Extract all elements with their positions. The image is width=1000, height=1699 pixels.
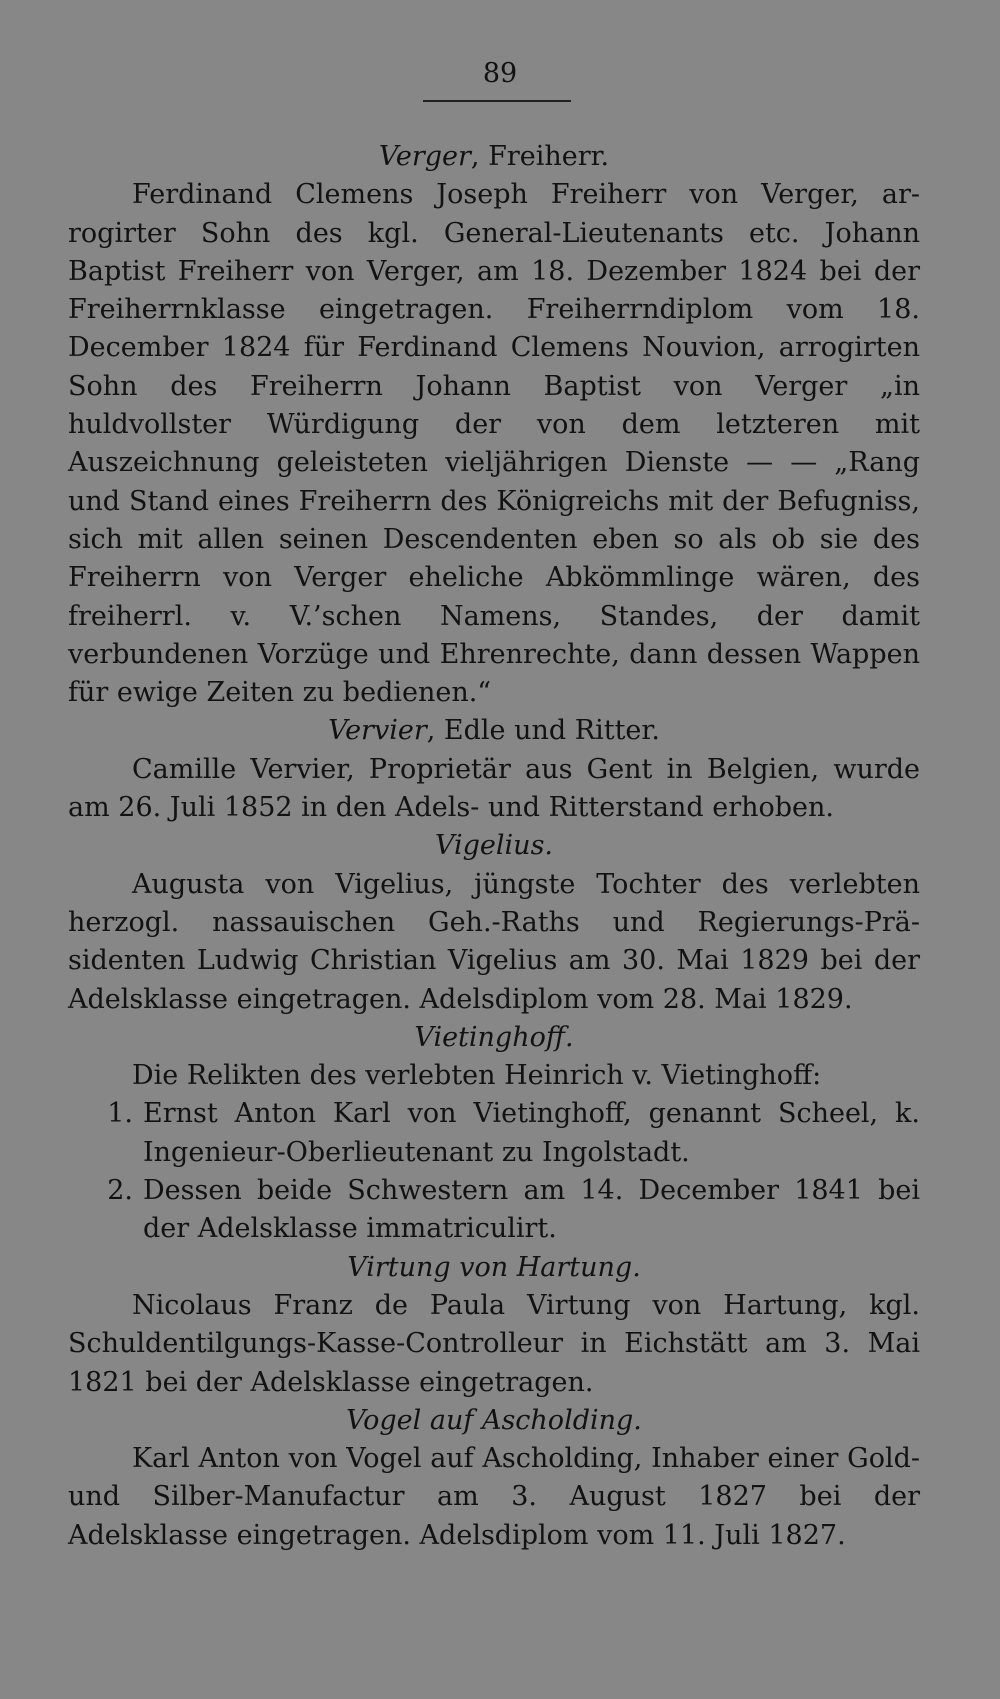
entry-paragraph: Ferdinand Clemens Joseph Freiherr von Verger, arrogirter Sohn des kgl. General-Lieutenants etc. Johann Baptist Freiherr von Verger, am 18. Dezember 1824 bei der Freiherrnklasse eingetragen. Freiherrndiplom vom 18. December 1824 für Ferdinand Clemens Nouvion, arrogirten Sohn des Freiherrn Johann Baptist von Verger „in huldvollster Würdigung der von dem letzteren mit Auszeichnung geleisteten vieljährigen Dienste — — „Rang und Stand eines Freiherrn des Königreichs mit der Befugniss, sich mit allen seinen Descendenten eben so als ob sie des Freiherrn von Verger eheliche Abkömmlinge wären, des freiherrl. v. V.’schen Namens, Standes, der damit verbundenen Vorzüge und Ehrenrechte, dann dessen Wappen für ewige Zeiten zu bedienen.“ <box>68 179 920 709</box>
entry-heading-name: Vogel auf Ascholding. <box>346 1404 642 1436</box>
entry-heading-name: Vigelius. <box>434 830 554 862</box>
entry-vervier <box>68 712 920 827</box>
entry-vigelius <box>68 827 920 1018</box>
list-item-number: 2. <box>107 1175 133 1207</box>
page-number-rule <box>423 100 571 102</box>
entry-heading-name: Vervier <box>328 715 427 747</box>
entry-heading-name: Verger <box>378 141 471 172</box>
entry-heading-name: Virtung von Hartung. <box>347 1251 641 1283</box>
entry-heading <box>68 1402 920 1440</box>
list-item <box>68 1095 920 1172</box>
entry-heading-rest: , Edle und Ritter. <box>426 715 660 747</box>
list-item-text: Ernst Anton Karl von Vietinghoff, genannt Scheel, k. Ingenieur-Oberlieutenant zu Ingolstadt. <box>143 1098 920 1168</box>
list-item-number: 1. <box>107 1098 133 1130</box>
entry-paragraph: Nicolaus Franz de Paula Virtung von Hartung, kgl. Schuldentilgungs-Kasse-Controlleur in Eichstätt am 3. Mai 1821 bei der Adelsklasse eingetragen. <box>68 1289 920 1398</box>
entry-heading <box>68 138 920 176</box>
entry-paragraph: Karl Anton von Vogel auf Ascholding, Inhaber einer Gold- und Silber-Manufactur am 3. August 1827 bei der Adelsklasse eingetragen. Adelsdiplom vom 11. Juli 1827. <box>68 1443 920 1551</box>
entry-heading-rest: , Freiherr. <box>470 141 610 172</box>
entry-vietinghoff <box>68 1019 920 1249</box>
entry-heading <box>68 712 920 750</box>
entry-heading <box>68 827 920 865</box>
entry-verger <box>68 138 920 712</box>
entry-vogel-auf-ascholding <box>68 1402 920 1555</box>
entry-heading <box>68 1019 920 1057</box>
entry-virtung-von-hartung <box>68 1249 920 1402</box>
entry-paragraph: Augusta von Vigelius, jüngste Tochter des verlebten herzogl. nassauischen Geh.-Raths und Regierungs-Präsidenten Ludwig Christian Vigelius am 30. Mai 1829 bei der Adelsklasse eingetragen. Adelsdiplom vom 28. Mai 1829. <box>68 868 920 1015</box>
entry-heading <box>68 1249 920 1287</box>
page-body <box>68 138 920 1555</box>
entry-paragraph: Camille Vervier, Proprietär aus Gent in Belgien, wurde am 26. Juli 1852 in den Adels- und Ritterstand erhoben. <box>68 753 920 824</box>
list-item <box>68 1172 920 1249</box>
list-item-text: Dessen beide Schwestern am 14. December 1841 bei der Adelsklasse immatriculirt. <box>143 1175 920 1245</box>
entry-paragraph: Die Relikten des verlebten Heinrich v. Vietinghoff: <box>132 1060 822 1092</box>
page-number: 89 <box>482 58 518 89</box>
entry-heading-name: Vietinghoff. <box>414 1021 574 1053</box>
